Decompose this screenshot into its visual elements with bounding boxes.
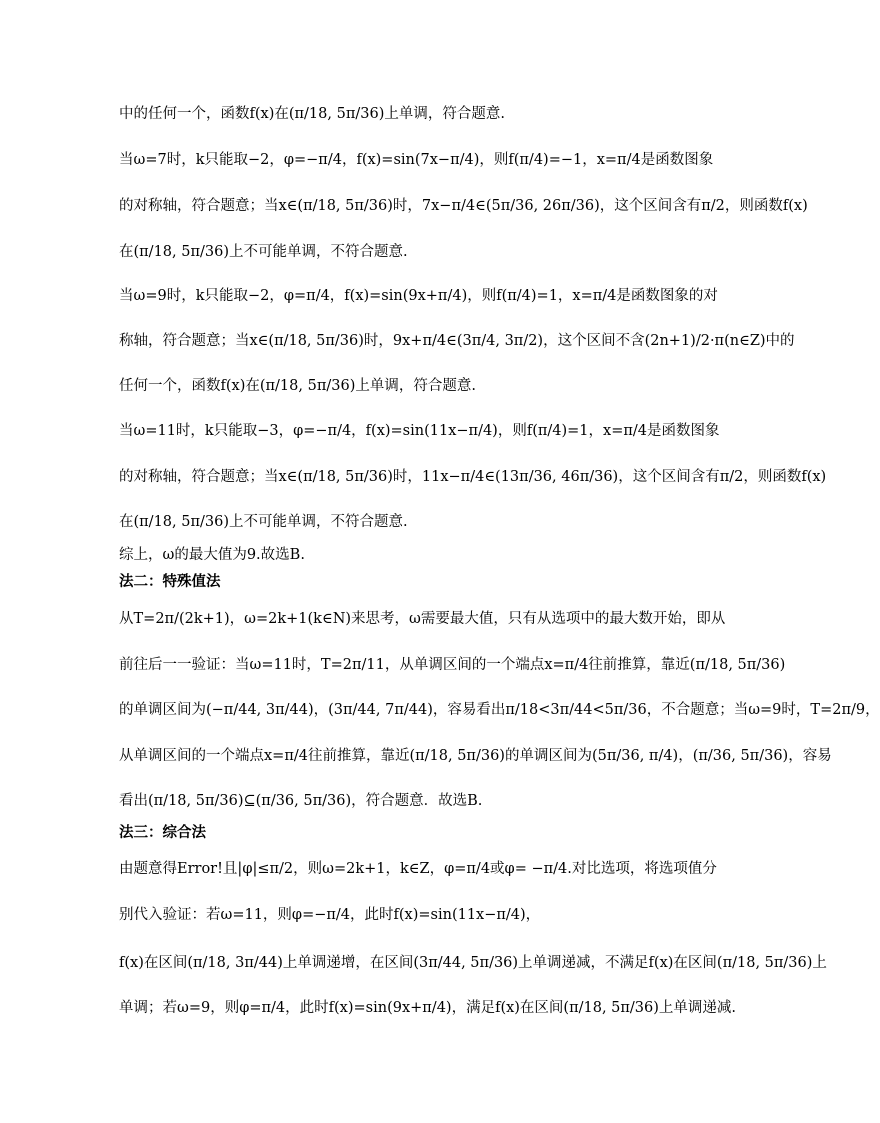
- text-line: 当ω=11时，k只能取−3，φ=−π/4，f(x)=sin(11x−π/4)，则f(π/4)=1，x=π/4是函数图象: [119, 423, 720, 439]
- text-line: 在(π/18, 5π/36)上不可能单调，不符合题意.: [119, 244, 408, 260]
- section-heading: 法二：特殊值法: [119, 573, 221, 590]
- text-line: 的对称轴，符合题意；当x∈(π/18, 5π/36)时，7x−π/4∈(5π/36, 26π/36)，这个区间含有π/2，则函数f(x): [119, 198, 808, 214]
- text-line: 在(π/18, 5π/36)上不可能单调，不符合题意.: [119, 514, 408, 530]
- text-line: 当ω=7时，k只能取−2，φ=−π/4，f(x)=sin(7x−π/4)，则f(π/4)=−1，x=π/4是函数图象: [119, 152, 714, 168]
- text-line: 看出(π/18, 5π/36)⊆(π/36, 5π/36)，符合题意．故选B.: [119, 793, 483, 809]
- text-line: f(x)在区间(π/18, 3π/44)上单调递增，在区间(3π/44, 5π/36)上单调递减，不满足f(x)在区间(π/18, 5π/36)上: [119, 955, 827, 971]
- text-line: 前往后一一验证：当ω=11时，T=2π/11，从单调区间的一个端点x=π/4往前推算，靠近(π/18, 5π/36): [119, 657, 786, 673]
- text-line: 称轴，符合题意；当x∈(π/18, 5π/36)时，9x+π/4∈(3π/4, 3π/2)，这个区间不含(2n+1)/2·π(n∈Z)中的: [119, 333, 795, 349]
- text-line: 从单调区间的一个端点x=π/4往前推算，靠近(π/18, 5π/36)的单调区间为(5π/36, π/4)，(π/36, 5π/36)，容易: [119, 748, 832, 764]
- text-line: 当ω=9时，k只能取−2，φ=π/4，f(x)=sin(9x+π/4)，则f(π/4)=1，x=π/4是函数图象的对: [119, 288, 718, 304]
- text-line: 综上，ω的最大值为9.故选B.: [119, 547, 305, 563]
- text-line: 的对称轴，符合题意；当x∈(π/18, 5π/36)时，11x−π/4∈(13π/36, 46π/36)，这个区间含有π/2，则函数f(x): [119, 469, 827, 485]
- text-line: 从T=2π/(2k+1)，ω=2k+1(k∈N)来思考，ω需要最大值，只有从选项中的最大数开始，即从: [119, 611, 726, 627]
- section-heading: 法三：综合法: [119, 824, 206, 841]
- text-line: 单调；若ω=9，则φ=π/4，此时f(x)=sin(9x+π/4)，满足f(x)在区间(π/18, 5π/36)上单调递减.: [119, 1000, 737, 1016]
- text-line: 任何一个，函数f(x)在(π/18, 5π/36)上单调，符合题意.: [119, 378, 476, 394]
- text-line: 别代入验证：若ω=11，则φ=−π/4，此时f(x)=sin(11x−π/4)，: [119, 907, 541, 923]
- text-line: 由题意得Error!且|φ|≤π/2，则ω=2k+1，k∈Z，φ=π/4或φ= −π/4.对比选项，将选项值分: [119, 861, 717, 877]
- text-line: 的单调区间为(−π/44, 3π/44)，(3π/44, 7π/44)，容易看出π/18<3π/44<5π/36，不合题意；当ω=9时，T=2π/9，: [119, 702, 880, 718]
- text-line: 中的任何一个，函数f(x)在(π/18, 5π/36)上单调，符合题意.: [119, 106, 505, 122]
